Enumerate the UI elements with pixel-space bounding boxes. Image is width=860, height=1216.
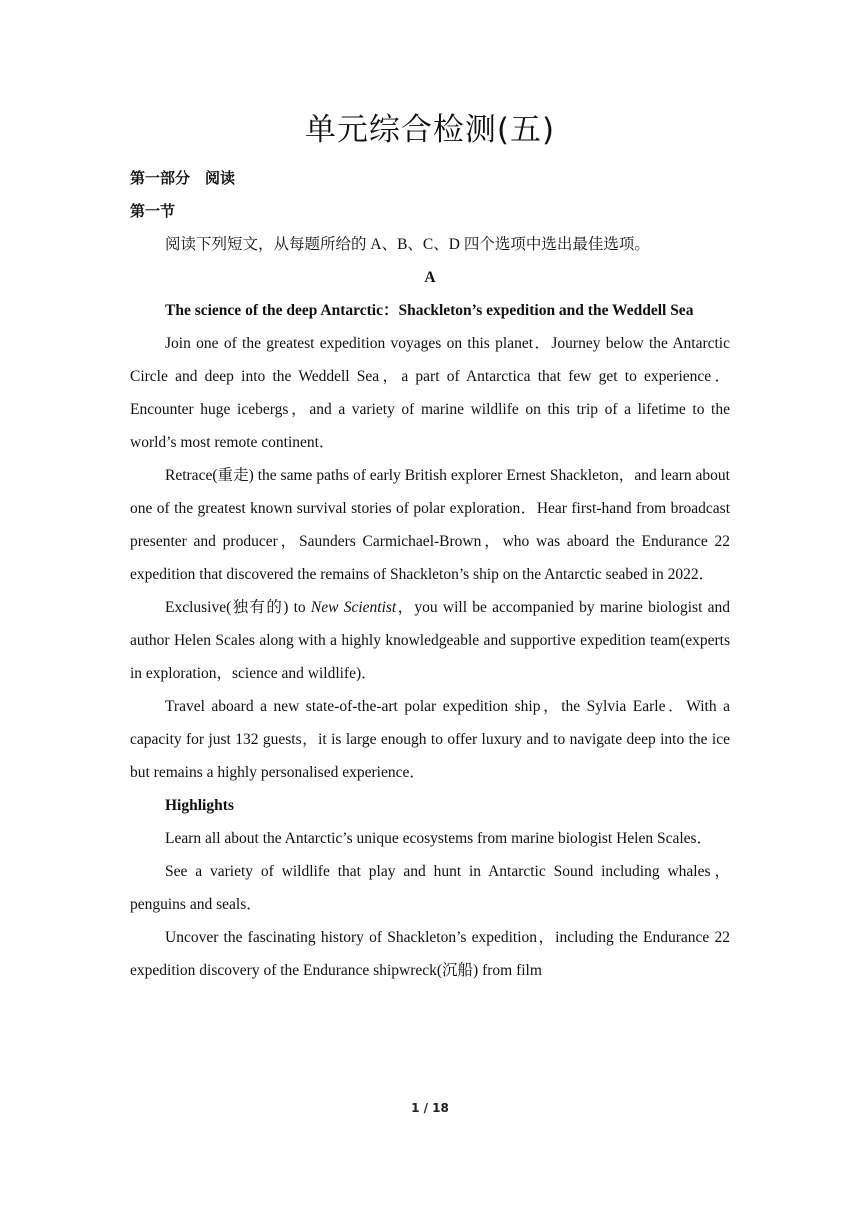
document-body	[130, 162, 730, 987]
highlight-item: Uncover the fascinating history of Shackleton’s expedition，including the Endurance 22 expedition discovery of the Endurance shipwreck(沉船) from film	[130, 929, 730, 979]
highlight-item: Learn all about the Antarctic’s unique ecosystems from marine biologist Helen Scales．	[165, 830, 713, 847]
part-heading: 第一部分 阅读	[130, 169, 236, 187]
document-title: 单元综合检测(五)	[304, 112, 556, 148]
highlight-item: See a variety of wildlife that play and hunt in Antarctic Sound including whales，penguins and seals．	[130, 863, 730, 913]
publication-name: New Scientist	[310, 599, 397, 616]
instruction-text: 阅读下列短文，从每题所给的 A、B、C、D 四个选项中选出最佳选项。	[165, 236, 650, 253]
passage-title: The science of the deep Antarctic：Shackleton’s expedition and the Weddell Sea	[165, 302, 694, 319]
section-heading: 第一节	[130, 202, 176, 220]
paragraph-intro: Join one of the greatest expedition voyages on this planet．Journey below the Antarctic Circle and deep into the Weddell Sea，a part of Antarctica that few get to experience．Encounter huge icebergs，and a variety of marine wildlife on this trip of a lifetime to the world’s most remote continent．	[130, 335, 730, 451]
highlights-heading: Highlights	[165, 797, 234, 814]
page-number: 1 / 18	[411, 1101, 449, 1115]
passage-label: A	[424, 269, 436, 286]
paragraph-exclusive: Exclusive(独有的) to New Scientist，you will be accompanied by marine biologist and author Helen Scales along with a highly knowledgeable and supportive expedition team(experts in exploration，science and wildlife)．	[130, 599, 730, 682]
paragraph-retrace: Retrace(重走) the same paths of early British explorer Ernest Shackleton，and learn about one of the greatest known survival stories of polar exploration．Hear first-hand from broadcast presenter and producer，Saunders Carmichael-Brown，who was aboard the Endurance 22 expedition that discovered the remains of Shackleton’s ship on the Antarctic seabed in 2022．	[130, 467, 730, 583]
paragraph-travel: Travel aboard a new state-of-the-art polar expedition ship，the Sylvia Earle．With a capacity for just 132 guests，it is large enough to offer luxury and to navigate deep into the ice but remains a highly personalised experience．	[130, 698, 730, 781]
